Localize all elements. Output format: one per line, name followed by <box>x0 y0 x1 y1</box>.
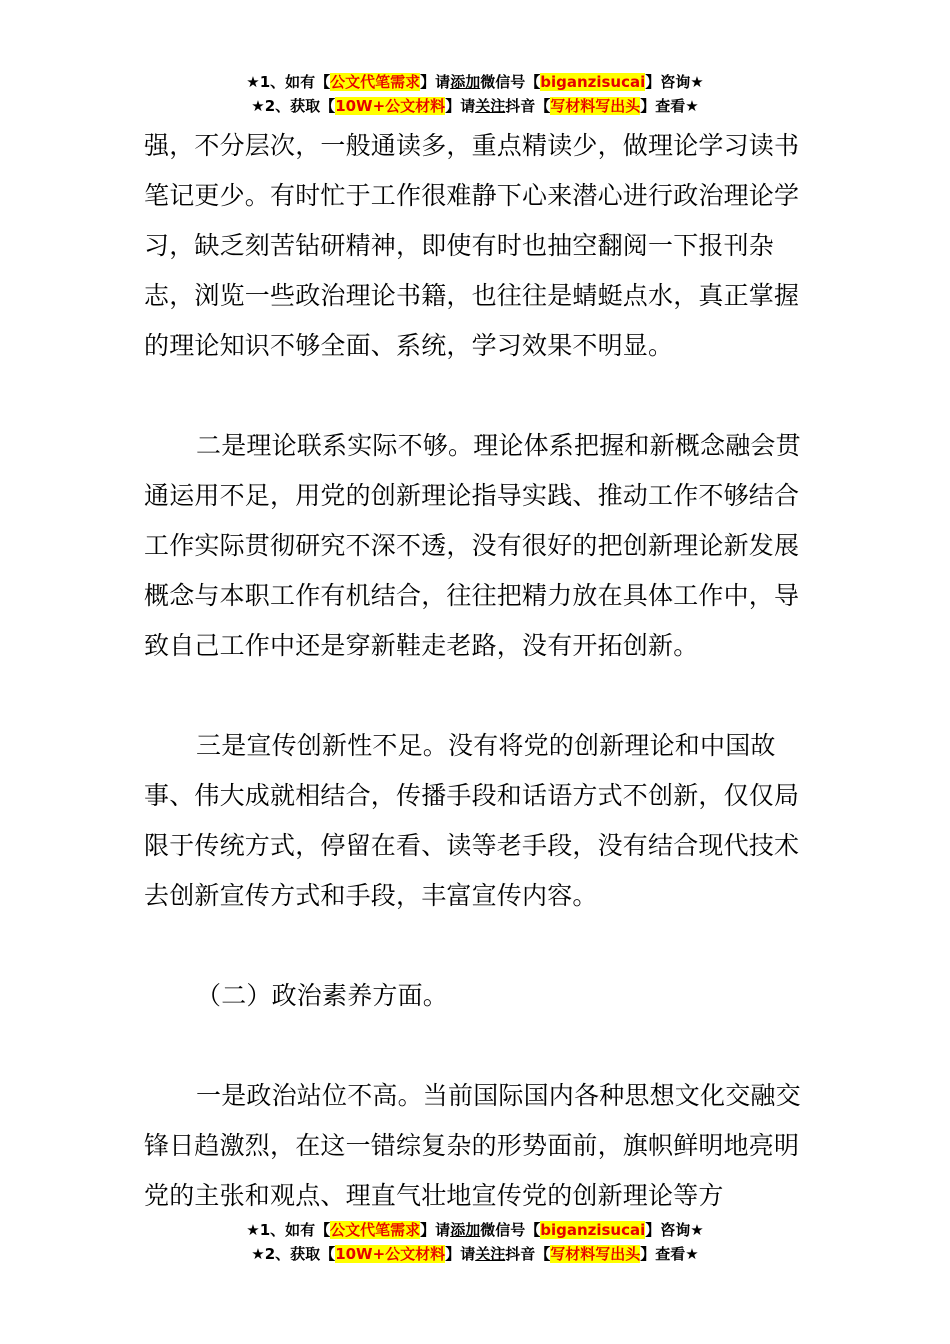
banner-highlight: 10W+公文材料 <box>335 1245 446 1263</box>
banner-underlined: 关注 <box>475 1245 506 1263</box>
banner-text: ★1、如有【 <box>246 73 331 91</box>
paragraph: 二是理论联系实际不够。理论体系把握和新概念融会贯通运用不足，用党的创新理论指导实践、推动工作不够结合工作实际贯彻研究不深不透，没有很好的把创新理论新发展概念与本职工作有机结合，往往把精力放在具体工作中，导致自己工作中还是穿新鞋走老路，没有开拓创新。 <box>144 431 801 660</box>
banner-line-1 <box>0 70 950 94</box>
banner-text: 】请 <box>420 1221 451 1239</box>
banner-text: 微信号【 <box>480 1221 541 1239</box>
banner-highlight: 10W+公文材料 <box>335 97 446 115</box>
paragraph: 三是宣传创新性不足。没有将党的创新理论和中国故事、伟大成就相结合，传播手段和话语方式不创新，仅仅局限于传统方式，停留在看、读等老手段，没有结合现代技术去创新宣传方式和手段，丰富宣传内容。 <box>144 731 800 910</box>
banner-underlined: 添加 <box>450 73 481 91</box>
banner-line-1 <box>0 1218 950 1242</box>
banner-underlined: 关注 <box>475 97 506 115</box>
document-body <box>144 121 808 1221</box>
banner-text: ★1、如有【 <box>246 1221 331 1239</box>
banner-text: 抖音【 <box>505 97 551 115</box>
banner-line-2 <box>0 94 950 118</box>
banner-text: ★2、获取【 <box>251 97 336 115</box>
banner-text: ★2、获取【 <box>251 1245 336 1263</box>
banner-text: 微信号【 <box>480 73 541 91</box>
banner-highlight: 公文代笔需求 <box>330 1221 421 1239</box>
banner-highlight: biganzisucai <box>540 1221 646 1239</box>
banner-text: 】请 <box>420 73 451 91</box>
banner-text: 】请 <box>445 1245 476 1263</box>
banner-underlined: 添加 <box>450 1221 481 1239</box>
banner-text: 】查看★ <box>640 97 699 115</box>
footer-banner <box>0 1218 950 1266</box>
banner-text: 】咨询★ <box>645 1221 704 1239</box>
banner-highlight: 写材料写出头 <box>550 97 641 115</box>
banner-highlight: 公文代笔需求 <box>330 73 421 91</box>
banner-text: 】查看★ <box>640 1245 699 1263</box>
banner-highlight: 写材料写出头 <box>550 1245 641 1263</box>
banner-text: 】咨询★ <box>645 73 704 91</box>
section-heading: （二）政治素养方面。 <box>196 981 449 1010</box>
header-banner <box>0 70 950 118</box>
paragraph: 一是政治站位不高。当前国际国内各种思想文化交融交锋日趋激烈，在这一错综复杂的形势面前，旗帜鲜明地亮明党的主张和观点、理直气壮地宣传党的创新理论等方 <box>144 1081 801 1210</box>
banner-text: 】请 <box>445 97 476 115</box>
banner-highlight: biganzisucai <box>540 73 646 91</box>
paragraph: 强，不分层次，一般通读多，重点精读少，做理论学习读书笔记更少。有时忙于工作很难静下心来潜心进行政治理论学习，缺乏刻苦钻研精神，即使有时也抽空翻阅一下报刊杂志，浏览一些政治理论书籍，也往往是蜻蜓点水，真正掌握的理论知识不够全面、系统，学习效果不明显。 <box>144 131 800 360</box>
banner-text: 抖音【 <box>505 1245 551 1263</box>
banner-line-2 <box>0 1242 950 1266</box>
